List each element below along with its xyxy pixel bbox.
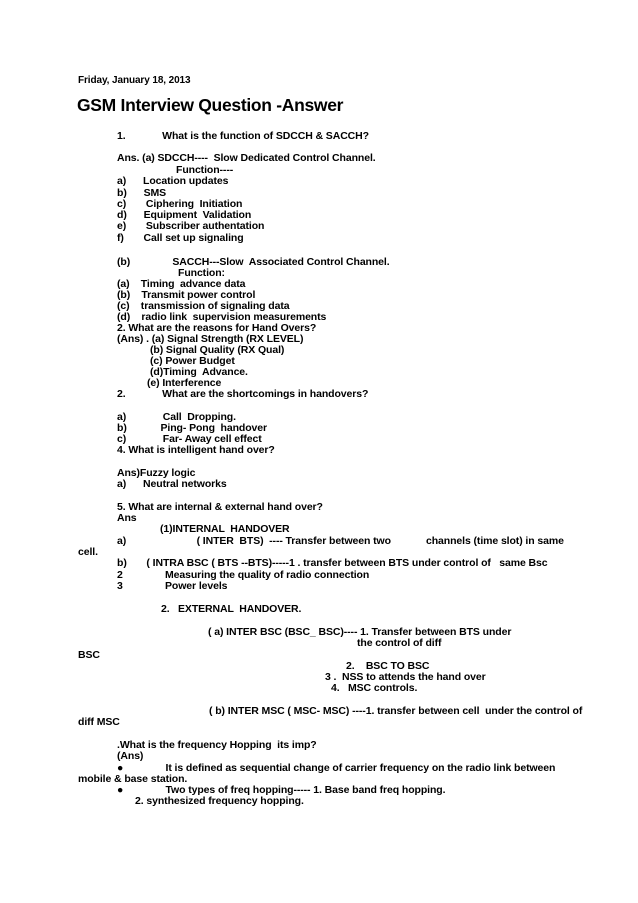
text-line: BSC [78,649,100,661]
text-line: 2. EXTERNAL HANDOVER. [161,603,302,615]
text-line: the control of diff [357,637,442,649]
text-line: (1)INTERNAL HANDOVER [160,523,290,535]
text-line: ● Two types of freq hopping----- 1. Base band freq hopping. [117,784,446,796]
text-line: 4. What is intelligent hand over? [117,444,275,456]
text-line: 2. BSC TO BSC [346,660,430,672]
text-line: .What is the frequency Hopping its imp? [117,739,317,751]
text-line: (c) Power Budget [150,355,235,367]
text-line: (b) Transmit power control [117,289,256,301]
text-line: ( b) INTER MSC ( MSC- MSC) ----1. transfer between cell under the control of [209,705,583,717]
text-line: a) ( INTER BTS) ---- Transfer between two [117,535,391,547]
text-line: Ans)Fuzzy logic [117,467,196,479]
text-line: 5. What are internal & external hand over? [117,501,323,513]
text-line: 3 . NSS to attends the hand over [325,671,486,683]
text-line: 2. synthesized frequency hopping. [135,795,304,807]
text-line: 3 Power levels [117,580,228,592]
text-line: (b) Signal Quality (RX Qual) [150,344,285,356]
text-line: 2. What are the shortcomings in handovers? [117,388,369,400]
text-line: Function---- [176,164,234,176]
text-line: diff MSC [78,716,120,728]
text-line: 1. What is the function of SDCCH & SACCH? [117,130,369,142]
document-title: GSM Interview Question -Answer [77,95,344,115]
text-line: 2. What are the reasons for Hand Overs? [117,322,317,334]
text-line: cell. [78,546,98,558]
text-line: ( a) INTER BSC (BSC_ BSC)---- 1. Transfer between BTS under [208,626,512,638]
text-line: (Ans) . (a) Signal Strength (RX LEVEL) [117,333,304,345]
text-line: c) Ciphering Initiation [117,198,243,210]
text-line: b) SMS [117,187,167,199]
text-line: Ans [117,512,137,524]
text-line: (d) radio link supervision measurements [117,311,327,323]
text-line: (e) Interference [147,377,222,389]
text-line: e) Subscriber authentation [117,220,265,232]
document-date: Friday, January 18, 2013 [78,75,191,86]
text-line: Function: [178,267,225,279]
text-line: (d)Timing Advance. [150,366,248,378]
text-line: b) Ping- Pong handover [117,422,268,434]
text-line: a) Location updates [117,175,229,187]
text-line: a) Neutral networks [117,478,227,490]
text-line: d) Equipment Validation [117,209,252,221]
text-line: c) Far- Away cell effect [117,433,262,445]
text-line: (a) Timing advance data [117,278,246,290]
text-line: 4. MSC controls. [331,682,418,694]
text-line: ● It is defined as sequential change of carrier frequency on the radio link between [117,762,556,774]
text-line: (b) SACCH---Slow Associated Control Channel. [117,256,390,268]
text-line: (Ans) [117,750,144,762]
text-line: 2 Measuring the quality of radio connection [117,569,370,581]
text-line: a) Call Dropping. [117,411,236,423]
text-line: mobile & base station. [78,773,188,785]
text-line: (c) transmission of signaling data [117,300,290,312]
text-line: f) Call set up signaling [117,232,244,244]
text-line: channels (time slot) in same [426,535,564,547]
text-line: Ans. (a) SDCCH---- Slow Dedicated Control Channel. [117,152,376,164]
text-line: b) ( INTRA BSC ( BTS --BTS)-----1 . transfer between BTS under control of same Bsc [117,557,548,569]
